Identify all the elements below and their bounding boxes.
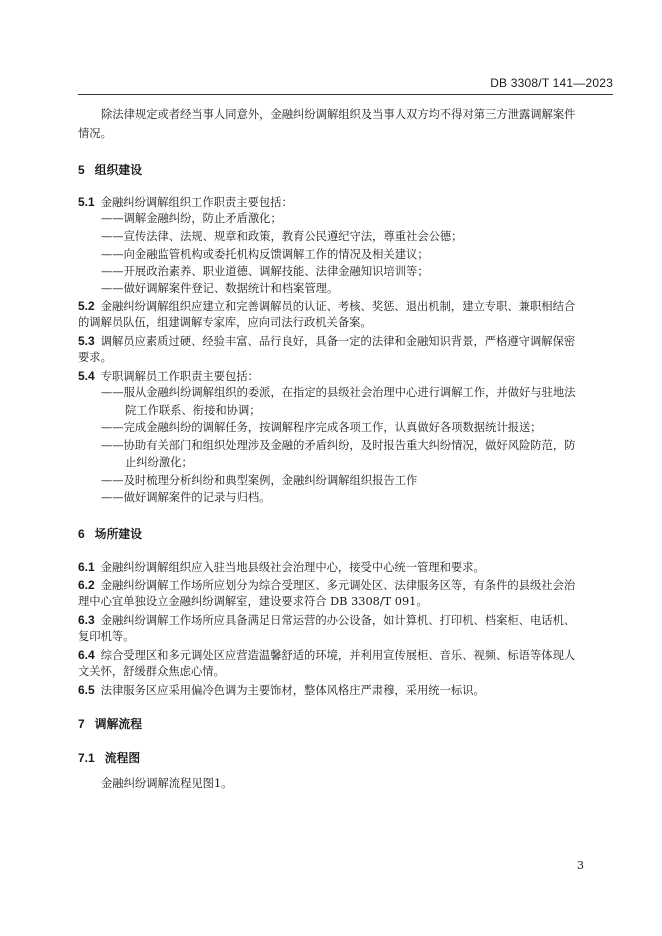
list-item: ——服从金融纠纷调解组织的委派，在指定的县级社会治理中心进行调解工作，并做好与驻地法 (101, 386, 576, 399)
section-title: 场所建设 (94, 527, 142, 541)
section-title: 组织建设 (94, 163, 142, 177)
clause-text: 调解员应素质过硬、经验丰富、品行良好，具备一定的法律和金融知识背景，严格遵守调解保密 (100, 335, 576, 348)
clause-6-1 (78, 560, 485, 575)
clause-6-3-line-2: 复印机等。 (78, 630, 135, 643)
section-number: 6 (78, 527, 85, 541)
clause-number: 5.2 (78, 299, 95, 313)
clause-5-4 (78, 369, 259, 384)
list-item: ——及时梳理分析纠纷和典型案例，金融纠纷调解组织报告工作 (101, 474, 418, 487)
list-item: ——完成金融纠纷的调解任务，按调解程序完成各项工作，认真做好各项数据统计报送； (101, 421, 542, 434)
clause-text: 金融纠纷调解组织应入驻当地县级社会治理中心，接受中心统一管理和要求。 (100, 561, 485, 574)
section-number: 7 (78, 717, 85, 731)
list-item-continuation: 止纠纷激化； (125, 456, 193, 469)
section-7-heading (78, 715, 142, 732)
subsection-title: 流程图 (104, 751, 141, 765)
clause-number: 6.4 (78, 648, 95, 662)
clause-number: 6.1 (78, 560, 95, 574)
clause-5-3 (78, 334, 575, 349)
clause-text: 金融纠纷调解工作场所应划分为综合受理区、多元调处区、法律服务区等，有条件的县级社会治 (100, 579, 576, 592)
document-code-header: DB 3308/T 141—2023 (490, 76, 613, 90)
section-6-heading (78, 525, 142, 542)
clause-6-3 (78, 613, 575, 628)
clause-5-2 (78, 299, 575, 314)
clause-text: 金融纠纷调解工作场所应具备满足日常运营的办公设备，如计算机、打印机、档案柜、电话机、 (100, 614, 576, 627)
subsection-number: 7.1 (78, 751, 95, 765)
clause-6-4 (78, 648, 575, 663)
clause-text: 综合受理区和多元调处区应营造温馨舒适的环境，并利用宣传展柜、音乐、视频、标语等体现人 (100, 649, 576, 662)
clause-text: 金融纠纷调解组织工作职责主要包括： (100, 196, 293, 209)
clause-number: 5.3 (78, 334, 95, 348)
list-item: ——协助有关部门和组织处理涉及金融的矛盾纠纷，及时报告重大纠纷情况，做好风险防范，防 (101, 439, 576, 452)
clause-6-5 (78, 683, 485, 698)
clause-number: 6.2 (78, 578, 95, 592)
clause-5-1 (78, 195, 293, 210)
clause-number: 6.3 (78, 613, 95, 627)
list-item-continuation: 院工作联系、衔接和协调； (125, 404, 261, 417)
clause-6-4-line-2: 文关怀，舒缓群众焦虑心情。 (78, 665, 225, 678)
list-item: ——开展政治素养、职业道德、调解技能、法律金融知识培训等； (101, 265, 429, 278)
flowchart-reference-text: 金融纠纷调解流程见图1。 (101, 777, 233, 790)
page-number: 3 (577, 859, 584, 872)
intro-line-2: 情况。 (78, 127, 112, 140)
clause-5-3-line-2: 要求。 (78, 351, 112, 364)
list-item: ——做好调解案件的记录与归档。 (101, 491, 271, 504)
list-item: ——向金融监管机构或委托机构反馈调解工作的情况及相关建议； (101, 248, 429, 261)
clause-number: 5.4 (78, 369, 95, 383)
clause-6-2-line-2: 理中心宜单独设立金融纠纷调解室，建设要求符合 DB 3308/T 091。 (78, 595, 428, 608)
section-5-heading (78, 161, 142, 178)
clause-6-2 (78, 578, 575, 593)
clause-text: 法律服务区应采用偏冷色调为主要饰材，整体风格庄严肃穆，采用统一标识。 (100, 684, 485, 697)
clause-number: 6.5 (78, 683, 95, 697)
list-item: ——调解金融纠纷，防止矛盾激化； (101, 212, 282, 225)
header-divider (78, 94, 613, 95)
clause-text: 金融纠纷调解组织应建立和完善调解员的认证、考核、奖惩、退出机制，建立专职、兼职相结合 (100, 300, 576, 313)
clause-text: 专职调解员工作职责主要包括： (100, 370, 259, 383)
clause-5-2-line-2: 的调解员队伍，组建调解专家库，应向司法行政机关备案。 (78, 316, 372, 329)
section-number: 5 (78, 163, 85, 177)
section-title: 调解流程 (94, 717, 142, 731)
list-item: ——宣传法律、法规、规章和政策，教育公民遵纪守法，尊重社会公德； (101, 230, 463, 243)
subsection-7-1-heading (78, 749, 140, 766)
clause-number: 5.1 (78, 195, 95, 209)
intro-line-1: 除法律规定或者经当事人同意外，金融纠纷调解组织及当事人双方均不得对第三方泄露调解案件 (101, 108, 576, 121)
list-item: ——做好调解案件登记、数据统计和档案管理。 (101, 282, 339, 295)
